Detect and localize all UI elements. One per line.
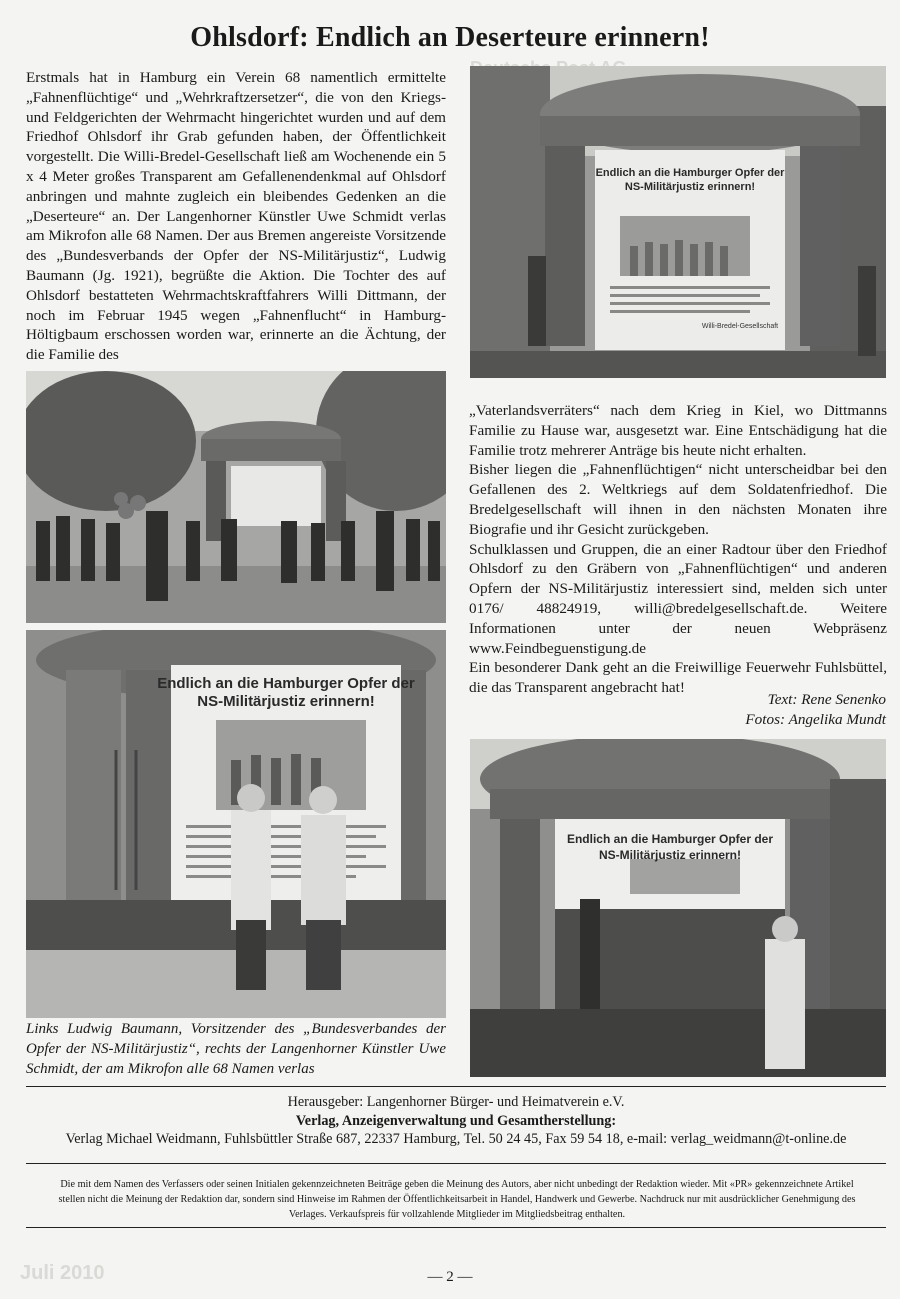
credit-photos: Fotos: Angelika Mundt <box>745 711 886 728</box>
photo-monument-banner <box>470 66 886 378</box>
article-credits <box>745 690 886 730</box>
banner-org: Willi-Bredel-Gesellschaft <box>701 323 779 330</box>
credit-text: Text: Rene Senenko <box>767 691 886 708</box>
photo-image <box>26 630 446 1018</box>
banner-text: Endlich an die Hamburger Opfer der <box>157 675 415 692</box>
banner-text: NS-Militärjustiz erinnern! <box>197 693 375 710</box>
article-body-right <box>469 401 887 698</box>
imprint-publisher: Herausgeber: Langenhorner Bürger- und Heimatverein e.V. <box>287 1094 625 1110</box>
paragraph: „Vaterlandsverräters“ nach dem Krieg in Kiel, wo Dittmanns Familie zu Hause war, ausgesetzt war. Eine Entschädigung hat die Familie trotz mehrerer Anträge bis heute nicht erhalten. <box>469 402 887 459</box>
paragraph: Ein besonderer Dank geht an die Freiwillige Feuerwehr Fuhlsbüttel, die das Transparent angebracht hat! <box>469 659 887 697</box>
imprint-address: Verlag Michael Weidmann, Fuhlsbüttler Straße 687, 22337 Hamburg, Tel. 50 24 45, Fax 59 54 18, e-mail: verlag_weidmann@t-online.de <box>65 1131 847 1147</box>
paragraph: Bisher liegen die „Fahnenflüchtigen“ nicht unterscheidbar bei den Gefallenen des 2. Weltkriegs auf dem Soldatenfriedhof. Die Bredelgesellschaft will ihnen in den nächsten Monaten ihre Biografie und ihr Gesicht zurückgeben. <box>469 461 887 538</box>
photo-image <box>26 371 446 623</box>
paragraph: Schulklassen und Gruppen, die an einer Radtour über den Friedhof Ohlsdorf zu den Gräbern von „Fahnenflüchtigen“ und anderen Opfern der NS-Militärjustiz interessiert sind, melden sich unter 0176/ 48824919, willi@bredelgesellschaft.de. Weitere Informationen unter der neuen Webpräsenz www.Feindbeguenstigung.de <box>469 540 887 657</box>
article-title: Ohlsdorf: Endlich an Deserteure erinnern! <box>190 22 710 53</box>
photo-crowd <box>26 371 446 623</box>
article-body-left <box>26 68 446 365</box>
photo-image <box>470 739 886 1077</box>
banner-text: NS-Militärjustiz erinnern! <box>598 848 742 862</box>
divider <box>26 1227 886 1228</box>
photo-image <box>470 66 886 378</box>
disclaimer: Die mit dem Namen des Verfassers oder seinen Initialen gekennzeichneten Beiträge geben die Meinung des Autors, aber nicht unbedingt der Redaktion wieder. Mit «PR» gekennzeichnete Artikel stellen nicht die Meinung der Redaktion dar, sondern sind Hinweise im Rahmen der Öffentlichkeitsarbeit in Handel, Handwerk und Gewerbe. Nachdruck nur mit ausdrücklicher Genehmigung des Verlages. Verkaufspreis für vollzahlende Mitglieder im Mitgliedsbeitrag enthalten. <box>58 1179 856 1220</box>
divider <box>26 1163 886 1164</box>
page-number: — 2 — <box>427 1269 473 1285</box>
imprint-heading: Verlag, Anzeigenverwaltung und Gesamtherstellung: <box>295 1112 617 1129</box>
photo-baumann-schmidt <box>26 630 446 1018</box>
paragraph: Erstmals hat in Hamburg ein Verein 68 namentlich ermittelte „Fahnenflüchtige“ und „Wehrkraftzersetzer“, die von den Kriegs- und Feldgerichten der Wehrmacht hingerichtet wurden und auf dem Friedhof Ohlsdorf ihr Grab gefunden haben, der Öffentlichkeit vorgestellt. Die Willi-Bredel-Gesellschaft ließ am Wochenende ein 5 x 4 Meter großes Transparent am Gefallenendenkmal auf Ohlsdorf anbringen und mahnte zugleich ein bleibendes Gedenken an die „Deserteure“ an. Der Langenhorner Künstler Uwe Schmidt verlas am Mikrofon alle 68 Namen. Der aus Bremen angereiste Vorsitzende des „Bundesverbands der Opfer der NS-Militärjustiz“, Ludwig Baumann (Jg. 1921), begrüßte die Aktion. Die Tochter des auf Ohlsdorf bestatteten Wehrmachtskraftfahrers Willi Dittmann, der noch im Februar 1945 wegen „Fahnenflucht“ in Hamburg-Höltigbaum erschossen worden war, erinnerte an die Ächtung, der die Familie des <box>26 69 446 364</box>
divider <box>26 1086 886 1087</box>
photo-caption: Links Ludwig Baumann, Vorsitzender des „Bundesverbandes der Opfer der NS-Militärjustiz“, rechts der Langenhorner Künstler Uwe Schmidt, der am Mikrofon alle 68 Namen verlas <box>26 1021 446 1077</box>
banner-text: NS-Militärjustiz erinnern! <box>624 181 756 193</box>
banner-text: Endlich an die Hamburger Opfer der <box>566 832 774 846</box>
photo-reading-names <box>470 739 886 1077</box>
bleed-through-text: Juli 2010 <box>20 1262 105 1284</box>
banner-text: Endlich an die Hamburger Opfer der <box>595 167 785 179</box>
imprint <box>26 1093 886 1149</box>
